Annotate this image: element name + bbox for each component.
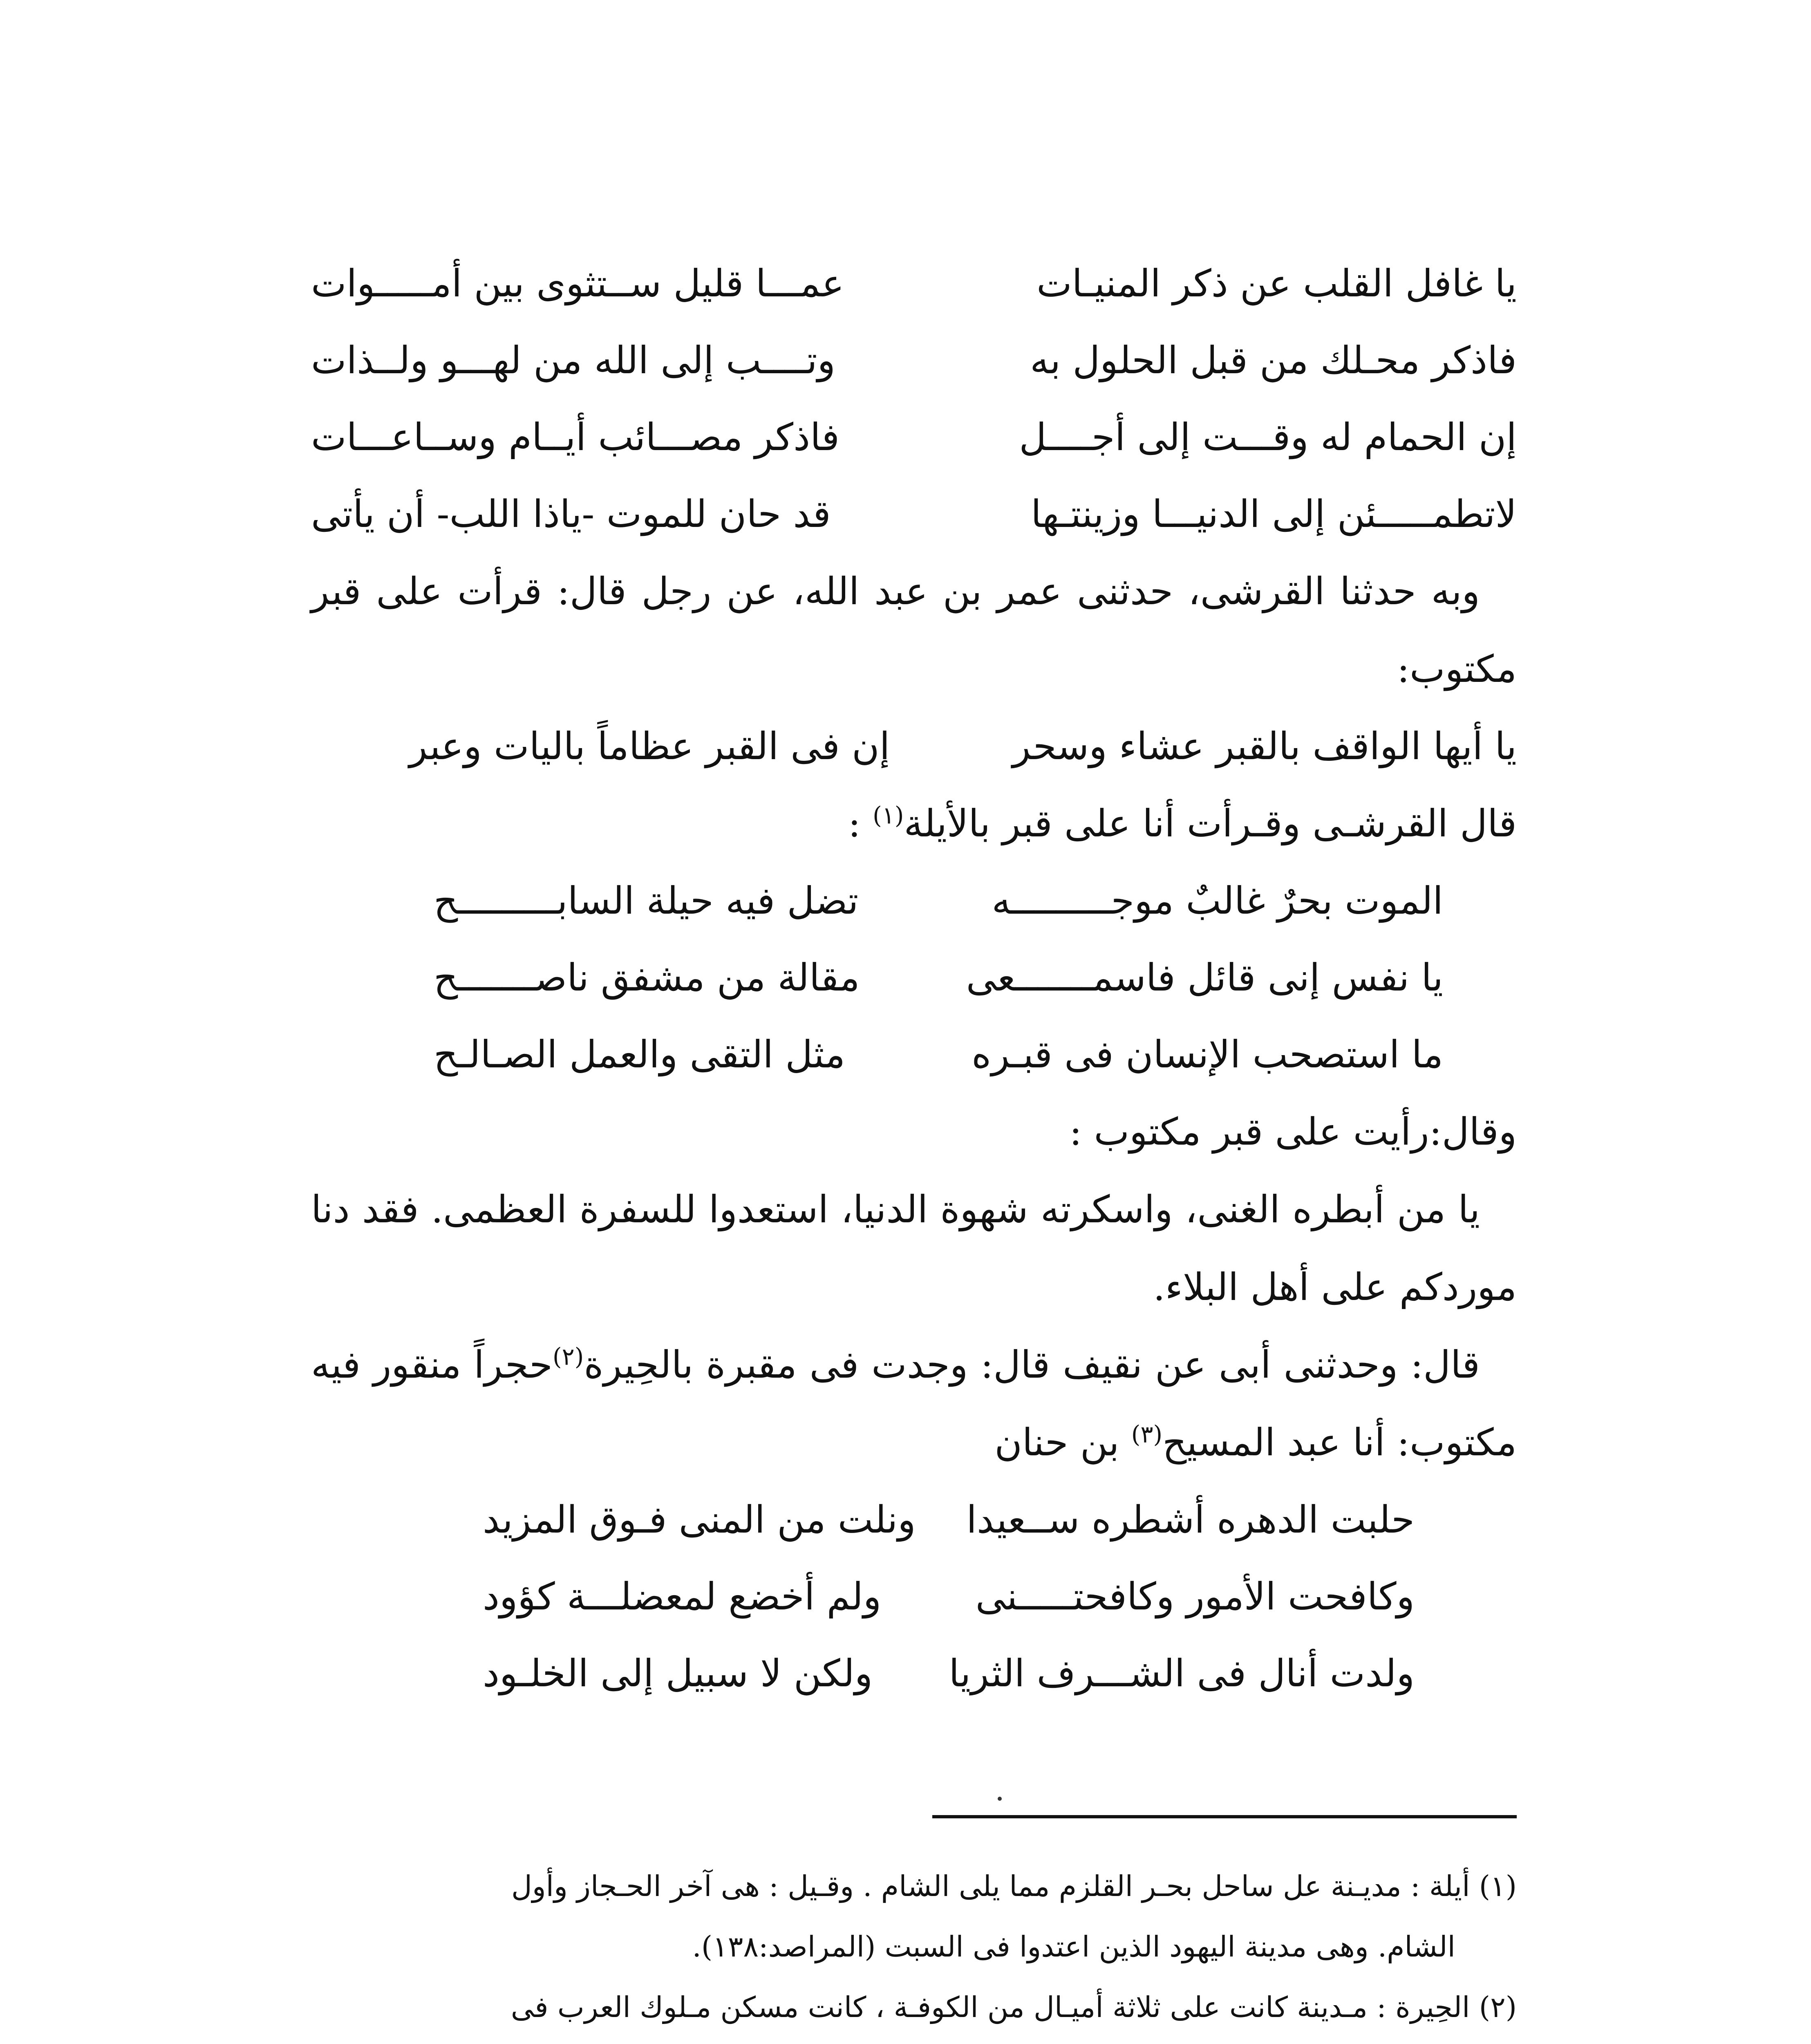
footnote-line — [311, 2037, 1517, 2044]
narration-paragraph — [311, 1326, 1517, 1481]
paragraph-text: حجراً منقور فيه مكتوب: أنا عبد المسيح — [311, 1343, 1517, 1464]
dot-mark — [998, 1797, 1002, 1801]
first-hemistich: يا نفس إنى قائل فاسمـــــــعى — [966, 956, 1443, 1000]
first-hemistich: حلبت الدهره أشطره ســعيدا — [966, 1498, 1415, 1542]
narration-paragraph: وبه حدثنا القرشى، حدثنى عمر بن عبد الله، عن رجل قال: قرأت على قبر مكتوب: — [311, 569, 1517, 691]
footnote-item — [311, 1977, 1517, 2044]
first-hemistich: ما استصحب الإنسان فى قبـره — [972, 1033, 1443, 1076]
footnote-line: (٢) الحِيرة : مـدينة كانت على ثلاثة أميـال من الكوفـة ، كانت مسكن مـلوك العرب فى — [510, 1990, 1517, 2024]
second-hemistich: ولكن لا سبيل إلى الخلـود — [483, 1652, 873, 1695]
verse-line — [434, 1016, 1443, 1093]
verse-line — [434, 863, 1443, 939]
first-hemistich: لاتطمـــــئن إلى الدنيـــا وزينتـها — [1031, 492, 1517, 536]
footnote-item — [311, 1856, 1517, 1977]
poem-death-sea — [311, 863, 1517, 1093]
footnotes-section — [311, 1856, 1517, 2044]
paragraph-text: قال القرشـى وقـرأت أنا على قبر بالأيلة — [904, 802, 1517, 845]
verse-line — [409, 708, 1517, 785]
second-hemistich: إن فى القبر عظاماً باليات وعبر — [409, 724, 890, 768]
second-hemistich: تضل فيه حيلة السابـــــــــح — [434, 879, 859, 923]
second-hemistich: قد حان للموت -ياذا اللب- أن يأتى — [311, 492, 831, 536]
paragraph-text: قال: وحدثنى أبى عن نقيف قال: وجدت فى مقبرة بالحِيرة — [584, 1343, 1480, 1387]
footnote-line: الشام. وهى مدينة اليهود الذين اعتدوا فى السبت (المراصد:١٣٨). — [692, 1930, 1455, 1963]
verse-line — [311, 322, 1517, 399]
verse-line — [483, 1635, 1415, 1712]
second-hemistich: ونلت من المنى فـوق المزيد — [483, 1498, 916, 1542]
footnote-marker: (٢) — [553, 1342, 584, 1371]
verse-line — [483, 1558, 1415, 1635]
first-hemistich: يا غافل القلب عن ذكر المنيـات — [1036, 262, 1517, 305]
narration-paragraph: وقال:رأيت على قبر مكتوب : — [1069, 1110, 1517, 1154]
footnote-marker: (١) — [873, 801, 904, 829]
second-hemistich: عمـــا قليل ســتثوى بين أمـــــوات — [311, 262, 844, 305]
narration-paragraph — [311, 785, 1517, 863]
first-hemistich: وكافحت الأمور وكافحتـــــنى — [975, 1575, 1415, 1618]
paragraph-text: : — [848, 802, 873, 845]
verse-line — [483, 1481, 1415, 1558]
verse-line — [311, 399, 1517, 476]
second-hemistich: فاذكر مصـــائب أيــام وســاعـــات — [311, 415, 840, 459]
second-hemistich: مثل التقى والعمل الصـالـح — [434, 1033, 846, 1076]
first-hemistich: الموت بحرٌ غالبٌ موجـــــــــه — [992, 879, 1443, 923]
main-text — [311, 245, 1517, 1712]
poem-heedless-heart — [311, 245, 1517, 553]
footnote-line: (١) أيلة : مديـنة عل ساحل بحـر القلزم مما يلى الشام . وقـيل : هى آخر الحـجاز وأول — [511, 1869, 1517, 1903]
first-hemistich: ولدت أنال فى الشـــرف الثريا — [949, 1652, 1415, 1695]
second-hemistich: وتــــب إلى الله من لهـــو ولــذات — [311, 338, 836, 382]
first-hemistich: يا أيها الواقف بالقبر عشاء وسحر — [1012, 724, 1517, 768]
verse-line — [434, 939, 1443, 1016]
poem-abd-al-masih — [311, 1481, 1517, 1712]
footnote-marker: (٣) — [1131, 1420, 1163, 1448]
second-hemistich: ولم أخضع لمعضلـــة كؤود — [483, 1575, 882, 1618]
first-hemistich: إن الحمام له وقـــت إلى أجــــل — [1019, 415, 1517, 459]
inscription-paragraph: يا من أبطره الغنى، واسكرته شهوة الدنيا، استعدوا للسفرة العظمى. فقد دنا موردكم على أهل البلاء. — [311, 1188, 1517, 1309]
poem-grave-stander — [311, 708, 1517, 785]
paragraph-text: بن حنان — [994, 1421, 1131, 1464]
footnote-divider — [932, 1815, 1517, 1818]
verse-line — [311, 476, 1517, 553]
second-hemistich: مقالة من مشفق ناصـــــــح — [434, 956, 860, 1000]
verse-line — [311, 245, 1517, 322]
first-hemistich: فاذكر محـلك من قبل الحلول به — [1030, 338, 1517, 382]
